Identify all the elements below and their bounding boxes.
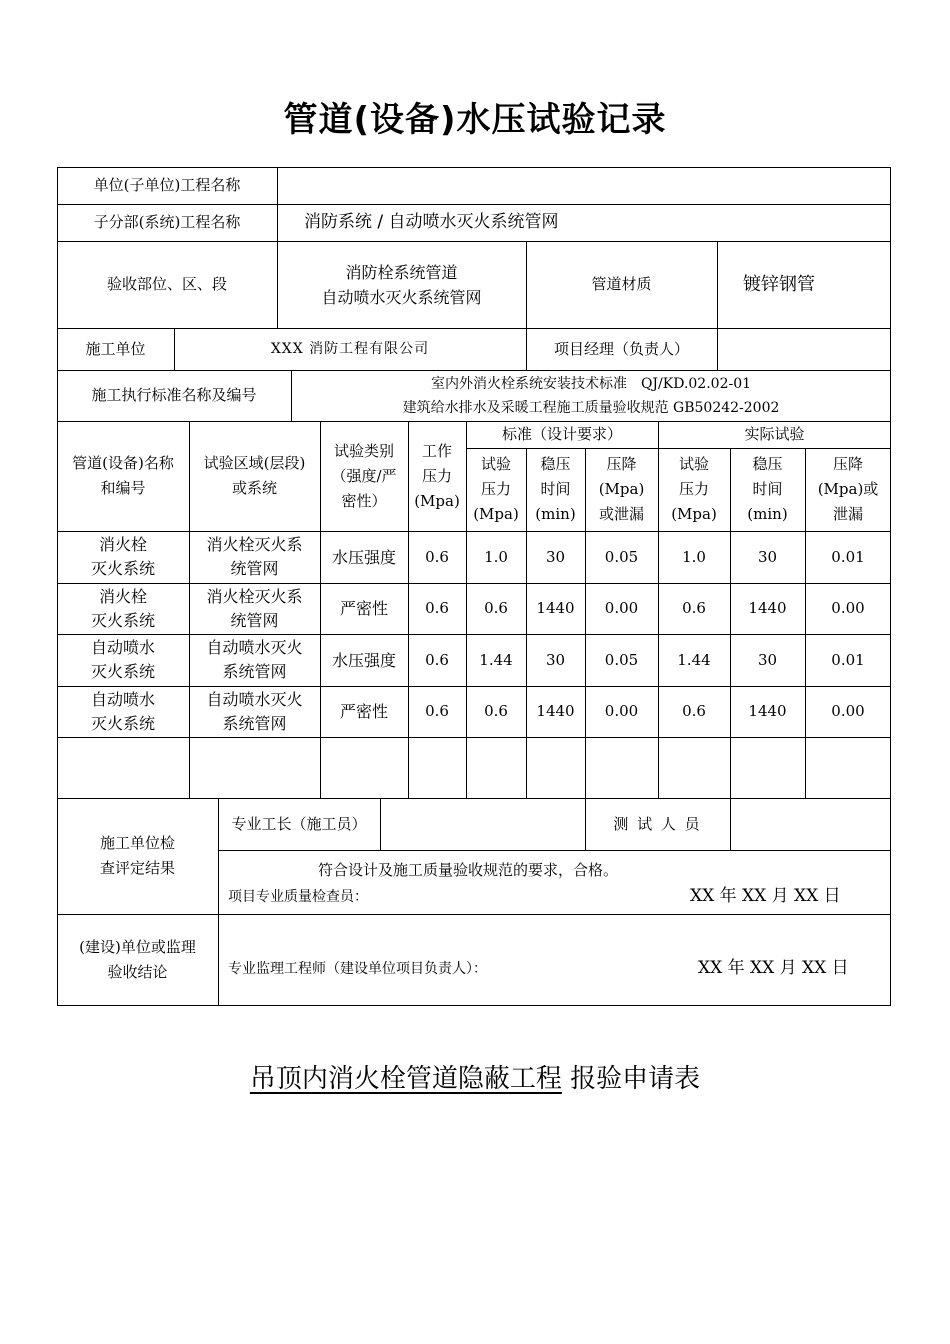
table-cell: 0.6 [425, 599, 449, 617]
supervising-engineer-label: 专业监理工程师（建设单位项目负责人）： [228, 960, 487, 977]
table-cell: 消火栓灭火系 统管网 [206, 586, 303, 630]
table-cell: 0.6 [484, 599, 508, 617]
table-cell: 1440 [748, 599, 787, 617]
col-header-act-pressure-drop: 压降 (Mpa)或 泄漏 [817, 455, 879, 523]
col-header-pipe-name: 管道(设备)名称 和编号 [72, 454, 174, 497]
col-header-actual-group: 实际试验 [744, 425, 805, 443]
table-cell: 严密性 [339, 702, 388, 721]
next-form-title-rest: 报验申请表 [561, 1064, 701, 1094]
table-cell: 0.01 [831, 547, 865, 566]
table-cell: 0.6 [682, 702, 706, 720]
table-cell: 0.00 [831, 702, 865, 720]
row-divider [57, 737, 891, 738]
col-header-std-hold-time: 稳压 时间 (min) [535, 455, 576, 523]
table-cell: 水压强度 [331, 650, 396, 670]
acceptance-part-value: 消防栓系统管道 自动喷水灭火系统管网 [321, 262, 482, 307]
quality-inspector-label: 项目专业质量检查员： [228, 888, 368, 905]
supervision-conclusion-label: (建设)单位或监理 验收结论 [79, 938, 196, 981]
table-cell: 0.00 [831, 599, 865, 617]
table-cell: 0.05 [604, 650, 639, 669]
tester-value [730, 798, 891, 850]
table-cell: 30 [757, 547, 778, 566]
table-cell: 严密性 [339, 599, 388, 618]
project-name-label: 单位(子单位)工程名称 [93, 176, 241, 194]
foreman-label: 专业工长（施工员） [231, 814, 367, 833]
table-cell: 自动喷水 灭火系统 [90, 638, 155, 681]
project-name-value [285, 167, 885, 204]
col-header-act-test-pressure: 试验 压力 (Mpa) [671, 455, 717, 523]
table-cell: 0.6 [484, 702, 508, 720]
table-cell: 1440 [536, 702, 575, 720]
standard-value-1: 室内外消火栓系统安装技术标准 QJ/KD.02.02-01 [430, 375, 752, 392]
table-cell: 消火栓 灭火系统 [90, 586, 155, 630]
table-cell: 1.44 [677, 650, 711, 669]
next-form-title [0, 1058, 950, 1095]
table-cell: 1440 [748, 702, 787, 720]
table-cell: 0.6 [425, 547, 449, 566]
table-cell: 1.0 [682, 547, 706, 566]
supervision-date: XX 年 XX 月 XX 日 [698, 957, 849, 978]
next-form-title-underlined: 吊顶内消火栓管道隐蔽工程 [249, 1064, 562, 1094]
pipe-material-label: 管道材质 [591, 275, 652, 293]
col-header-standard-group: 标准（设计要求） [501, 425, 622, 443]
col-header-work-pressure: 工作 压力 (Mpa) [414, 441, 460, 510]
inspection-date: XX 年 XX 月 XX 日 [690, 885, 841, 906]
table-cell: 水压强度 [331, 547, 396, 567]
tester-label: 测 试 人 员 [613, 814, 702, 833]
sub-project-value: 消防系统 / 自动喷水灭火系统管网 [304, 212, 559, 232]
table-cell: 0.00 [604, 599, 639, 617]
table-cell: 1.44 [479, 650, 513, 669]
contractor-value: XXX 消防工程有限公司 [270, 340, 430, 357]
table-cell: 自动喷水 灭火系统 [90, 689, 155, 733]
table-cell: 消火栓灭火系 统管网 [206, 535, 303, 578]
row-divider [218, 850, 891, 851]
standard-label: 施工执行标准名称及编号 [91, 386, 257, 404]
table-cell: 0.6 [425, 702, 449, 720]
project-manager-label: 项目经理（负责人） [553, 339, 689, 358]
col-header-test-area: 试验区域(层段) 或系统 [203, 454, 306, 497]
col-header-test-type: 试验类别 （强度/严 密性） [331, 441, 397, 510]
acceptance-part-label: 验收部位、区、段 [106, 275, 227, 293]
project-manager-value [717, 328, 891, 370]
table-cell: 自动喷水灭火 系统管网 [206, 638, 303, 681]
table-cell: 0.01 [831, 650, 865, 669]
table-cell: 30 [545, 547, 566, 566]
foreman-value [380, 798, 585, 850]
table-cell: 1440 [536, 599, 575, 617]
col-header-std-test-pressure: 试验 压力 (Mpa) [473, 455, 519, 523]
table-cell: 0.05 [604, 547, 639, 566]
table-cell: 30 [545, 650, 566, 669]
table-cell: 1.0 [484, 547, 508, 566]
table-cell: 自动喷水灭火 系统管网 [206, 689, 303, 733]
col-header-act-hold-time: 稳压 时间 (min) [747, 455, 788, 523]
col-header-std-pressure-drop: 压降 (Mpa) 或泄漏 [598, 455, 645, 523]
standard-value-2: 建筑给水排水及采暖工程施工质量验收规范 GB50242-2002 [402, 399, 780, 416]
pipe-material-value: 镀锌钢管 [743, 274, 815, 295]
inspection-conclusion: 符合设计及施工质量验收规范的要求，合格。 [318, 860, 619, 879]
table-cell: 30 [757, 650, 778, 669]
table-cell: 消火栓 灭火系统 [90, 535, 155, 578]
contractor-label: 施工单位 [85, 339, 146, 358]
table-cell: 0.00 [604, 702, 639, 720]
sub-project-label: 子分部(系统)工程名称 [93, 213, 241, 231]
table-cell: 0.6 [425, 650, 449, 669]
inspection-result-label: 施工单位检 查评定结果 [99, 834, 175, 877]
table-cell: 0.6 [682, 599, 706, 617]
page-title: 管道(设备)水压试验记录 [283, 100, 667, 140]
